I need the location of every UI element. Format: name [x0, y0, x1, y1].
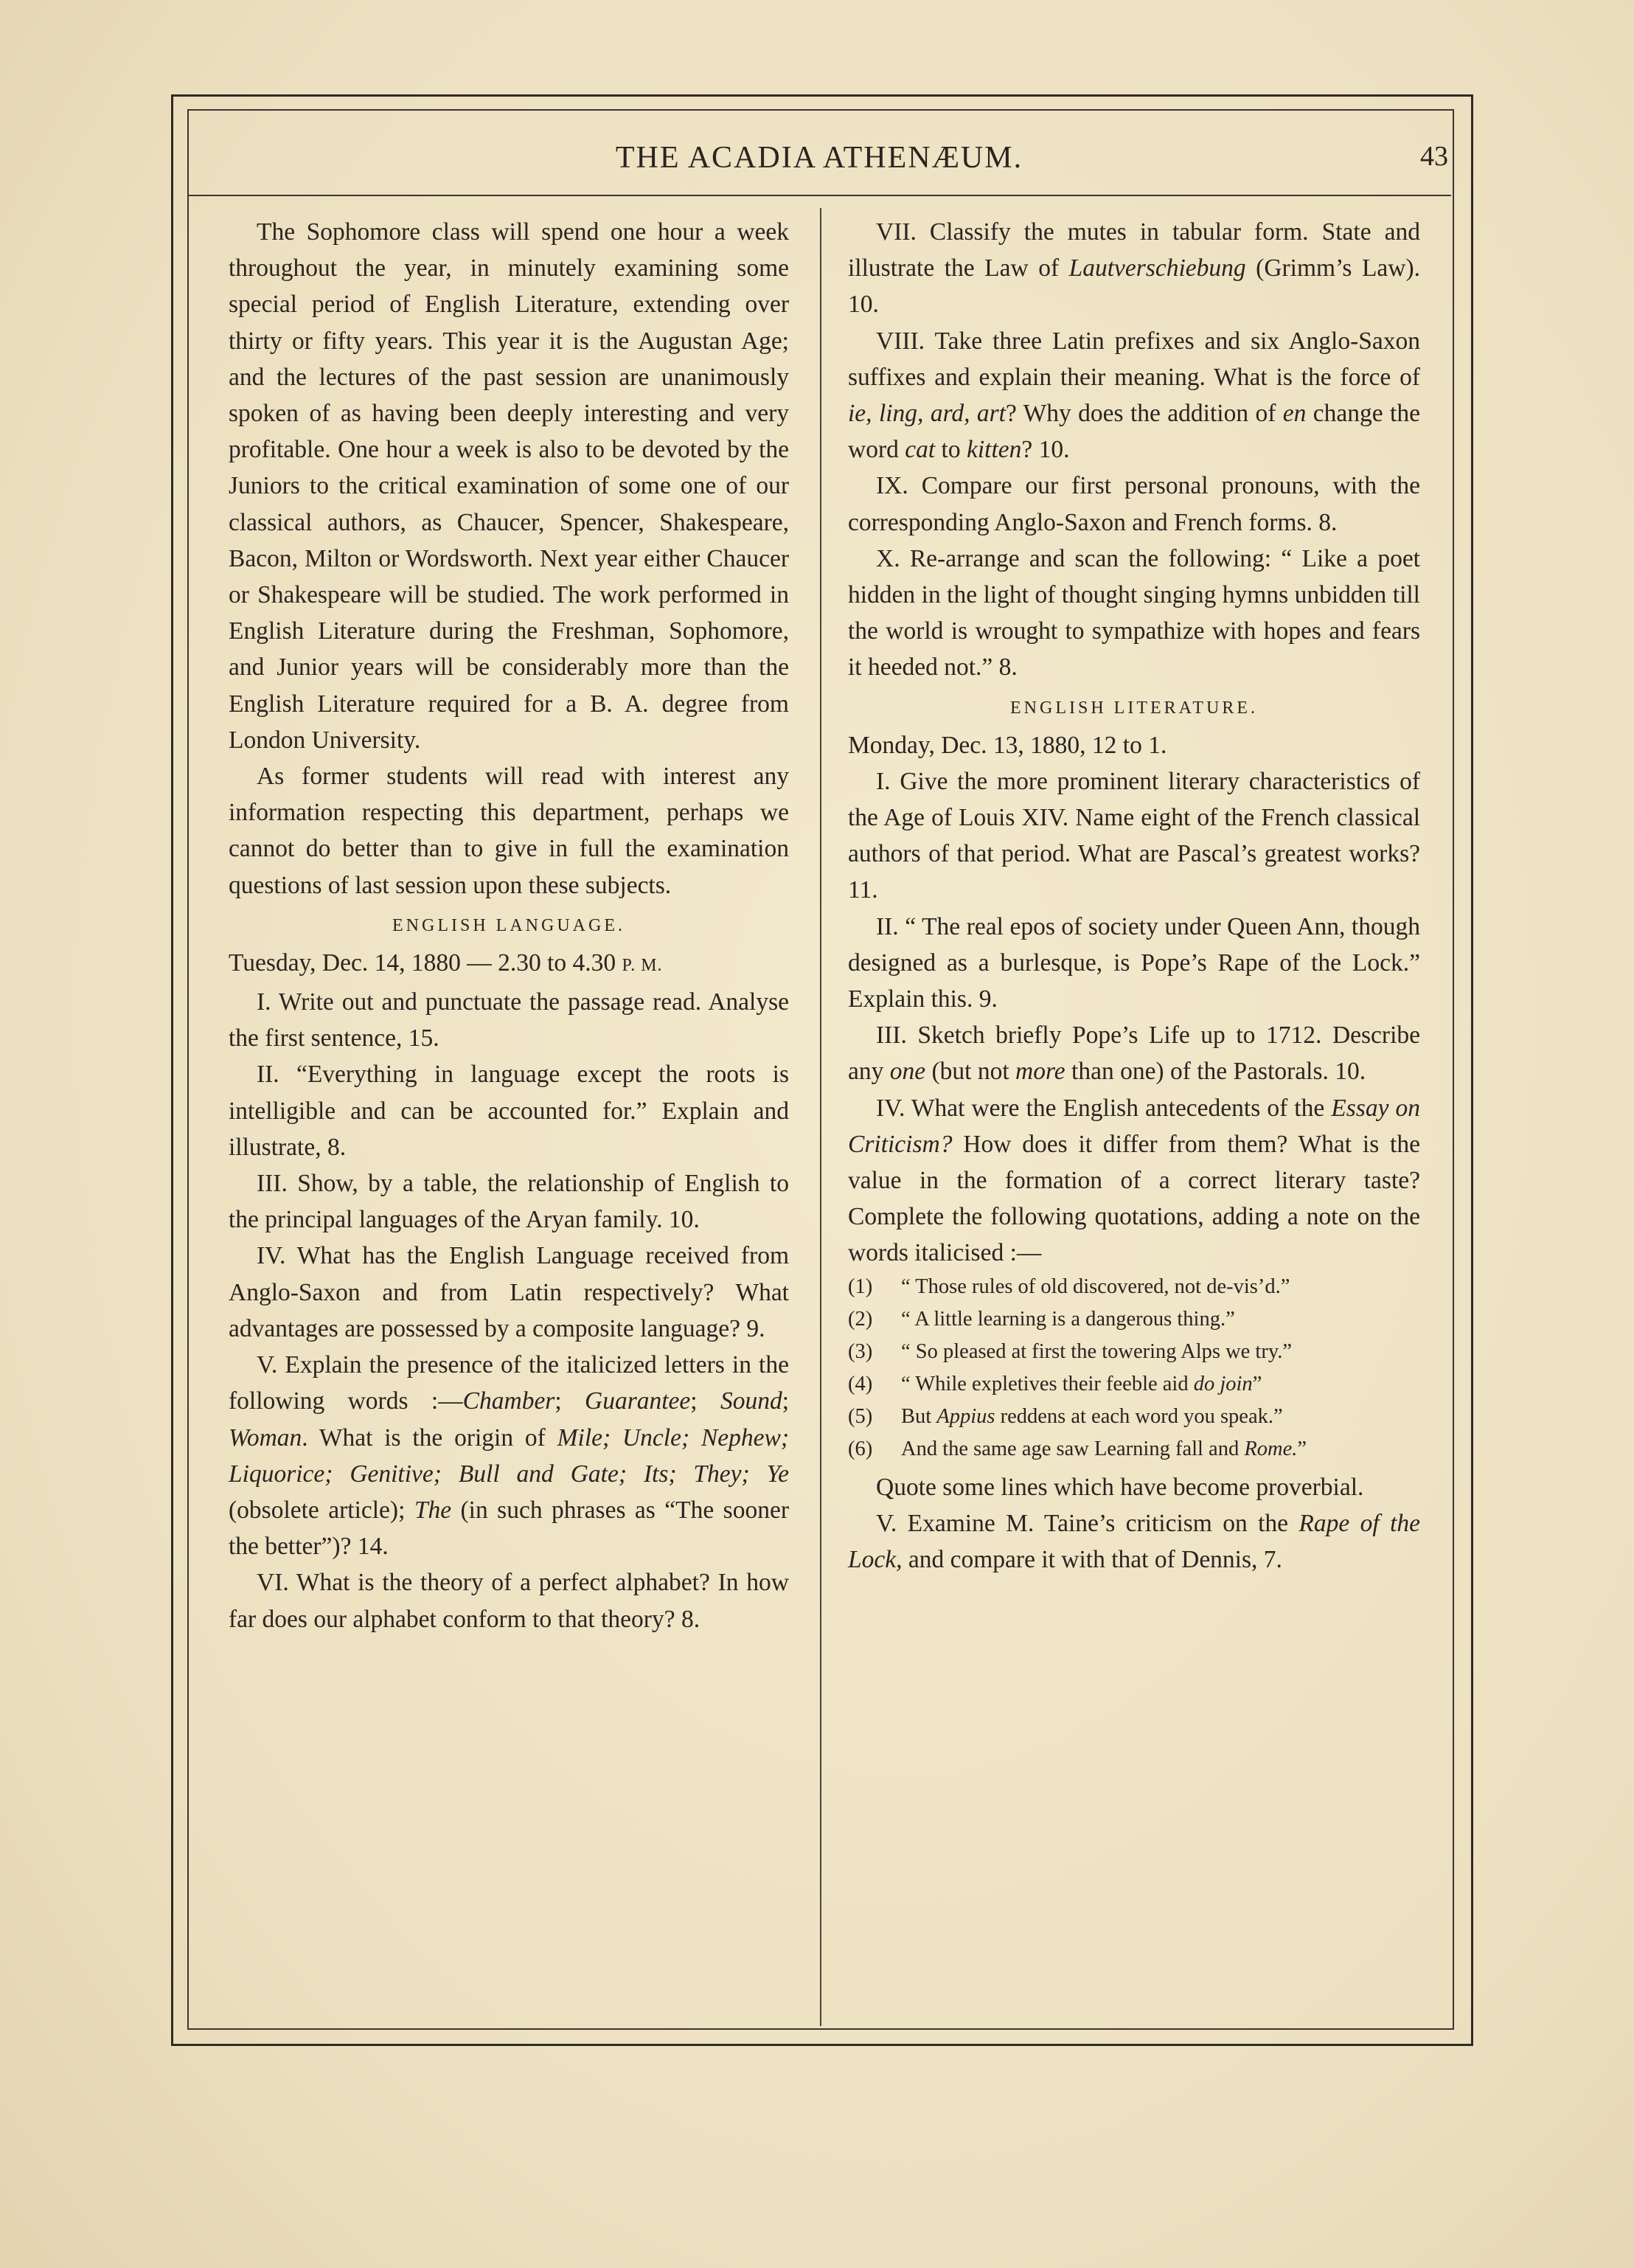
question-10: X. Re-arrange and scan the following: “ Like a poet hidden in the light of thought singing hymns unbidden till the world is wrought to sympathize with hopes and fears it heeded not.” 8.: [848, 544, 1420, 682]
question-2: II. “Everything in language except the roots is intelligible and can be accounted for.” Explain and illustrate, 8.: [229, 1061, 789, 1161]
question-4: IV. What has the English Language received from Anglo-Saxon and from Latin respectively? What advantages are possessed by a composite language? 9.: [229, 1242, 789, 1342]
header-rule: [187, 195, 1451, 196]
question-6: VI. What is the theory of a perfect alphabet? In how far does our alphabet conform to that theory? 8.: [229, 1569, 789, 1633]
quotation-item: (2) “ A little learning is a dangerous thing.”: [848, 1307, 1235, 1331]
section-heading-english-literature: ENGLISH LITERATURE.: [1010, 698, 1258, 718]
quotation-item: (6) And the same age saw Learning fall and Rome.”: [848, 1437, 1307, 1460]
quotation-item: (5) But Appius reddens at each word you speak.”: [848, 1404, 1283, 1428]
students-paragraph: As former students will read with interest any information respecting this department, perhaps we cannot do better than to give in full the examination questions of last session upon these subjects.: [229, 763, 789, 899]
question-7: VII. Classify the mutes in tabular form. State and illustrate the Law of Lautverschiebung (Grimm’s Law). 10.: [848, 218, 1420, 319]
quotation-item: (3) “ So pleased at first the towering Alps we try.”: [848, 1339, 1293, 1363]
quotation-item: (1) “ Those rules of old discovered, not de-vis’d.”: [848, 1275, 1290, 1298]
literature-question-3: III. Sketch briefly Pope’s Life up to 1712. Describe any one (but not more than one) of the Pastorals. 10.: [848, 1022, 1420, 1086]
question-8: VIII. Take three Latin prefixes and six Anglo-Saxon suffixes and explain their meaning. What is the force of ie, ling, ard, art? Why does the addition of en change the word cat to kitten? 10.: [848, 327, 1420, 464]
literature-question-1: I. Give the more prominent literary characteristics of the Age of Louis XIV. Name eight of the French classical authors of that period. What are Pascal’s greatest works? 11.: [848, 767, 1420, 904]
question-1: I. Write out and punctuate the passage read. Analyse the first sentence, 15.: [229, 988, 789, 1052]
question-5: V. Explain the presence of the italicized letters in the following words :—Chamber; Guarantee; Sound; Woman. What is the origin of Mile; Uncle; Nephew; Liquorice; Genitive; Bull and Gate; Its; They; Ye (obsolete article); The (in such phrases as “The sooner the better”)? 14.: [229, 1351, 790, 1561]
literature-dateline: Monday, Dec. 13, 1880, 12 to 1.: [848, 731, 1167, 759]
question-3: III. Show, by a table, the relationship of English to the principal languages of the Aryan family. 10.: [229, 1170, 789, 1234]
left-column: [229, 214, 789, 1637]
column-divider: [820, 208, 821, 2026]
right-column: [848, 214, 1420, 1578]
question-9: IX. Compare our first personal pronouns, with the corresponding Anglo-Saxon and French forms. 8.: [848, 472, 1420, 536]
literature-question-5: V. Examine M. Taine’s criticism on the Rape of the Lock, and compare it with that of Dennis, 7.: [848, 1509, 1420, 1574]
page-number: 43: [1420, 141, 1448, 172]
running-header: [187, 133, 1451, 184]
section-heading-english-language: ENGLISH LANGUAGE.: [392, 915, 625, 935]
literature-question-2: II. “ The real epos of society under Queen Ann, though designed as a burlesque, is Pope’s Rape of the Lock.” Explain this. 9.: [848, 912, 1420, 1013]
quotation-item: (4) “ While expletives their feeble aid do join”: [848, 1372, 1262, 1395]
proverbial-lines-instruction: Quote some lines which have become proverbial.: [876, 1473, 1364, 1501]
journal-title: THE ACADIA ATHENÆUM.: [615, 141, 1023, 175]
literature-question-4: IV. What were the English antecedents of the Essay on Criticism? How does it differ from them? What is the value in the formation of a correct literary taste? Complete the following quotations, adding a note on the words italicised :—: [848, 1094, 1420, 1267]
exam-dateline: Tuesday, Dec. 14, 1880 — 2.30 to 4.30 P. M.: [229, 949, 663, 977]
intro-paragraph: The Sophomore class will spend one hour a week throughout the year, in minutely examining some special period of English Literature, extending over thirty or fifty years. This year it is the Augustan Age; and the lectures of the past session are unanimously spoken of as having been deeply interesting and very profitable. One hour a week is also to be devoted by the Juniors to the critical examination of some one of our classical authors, as Chaucer, Spencer, Shakespeare, Bacon, Milton or Wordsworth. Next year either Chaucer or Shakespeare will be studied. The work performed in English Literature during the Freshman, Sophomore, and Junior years will be considerably more than the English Literature required for a B. A. degree from London University.: [229, 218, 789, 754]
